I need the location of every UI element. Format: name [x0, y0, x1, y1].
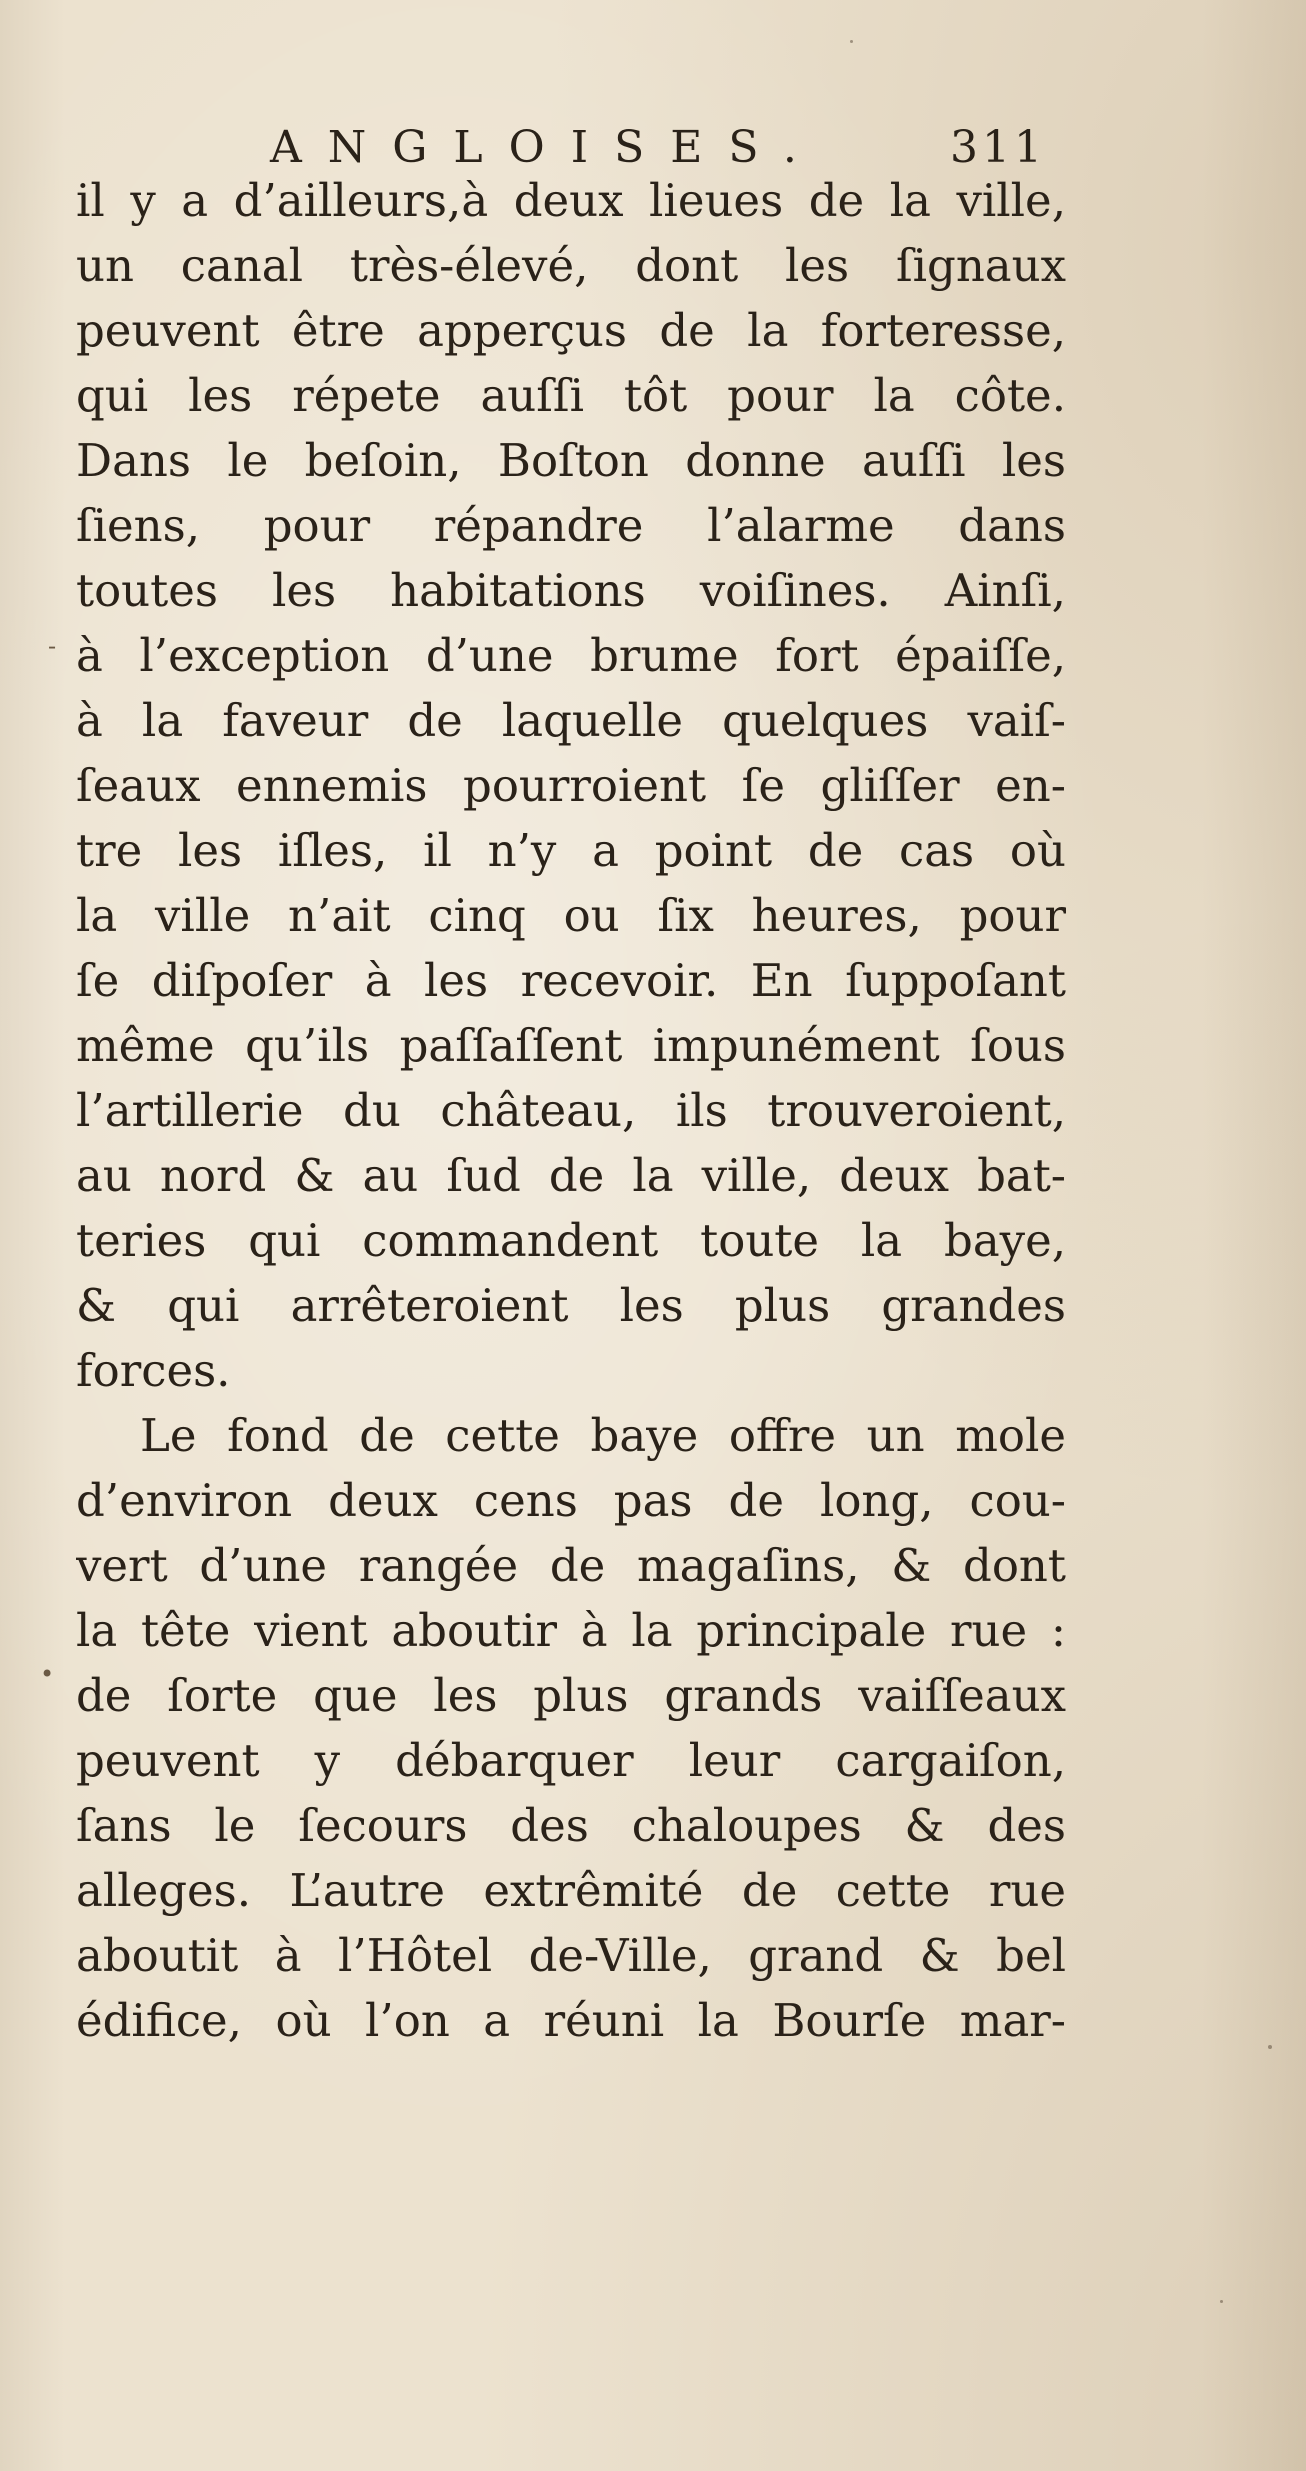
text-line: il y a d’ailleurs,à deux lieues de la ville,	[76, 174, 1066, 227]
text-line: à la faveur de laquelle quelques vaiſ-	[76, 694, 1066, 747]
text-line: Dans le beſoin, Boſton donne auſſi les	[76, 434, 1066, 487]
text-line: peuvent être apperçus de la forteresse,	[76, 304, 1066, 357]
text-line: alleges. L’autre extrêmité de cette rue	[76, 1864, 1066, 1917]
text-line: de ſorte que les plus grands vaiſſeaux	[76, 1669, 1066, 1722]
margin-mark: -	[48, 632, 57, 660]
text-line: qui les répete auſſi tôt pour la côte.	[76, 369, 1066, 422]
text-line: la tête vient aboutir à la principale rue :	[76, 1604, 1066, 1657]
text-line: même qu’ils paſſaſſent impunément ſous	[76, 1019, 1066, 1072]
text-line: un canal très-élevé, dont les ſignaux	[76, 239, 1066, 292]
text-line: tre les iſles, il n’y a point de cas où	[76, 824, 1066, 877]
paragraph-1	[76, 168, 1066, 1403]
text-block	[76, 168, 1066, 2053]
paragraph-2	[76, 1403, 1066, 2053]
text-line: au nord & au ſud de la ville, deux bat-	[76, 1149, 1066, 1202]
paper-speck	[1220, 2300, 1223, 2303]
text-line: à l’exception d’une brume fort épaiſſe,	[76, 629, 1066, 682]
text-line: d’environ deux cens pas de long, cou-	[76, 1474, 1066, 1527]
paper-speck	[1268, 2045, 1272, 2049]
text-line: peuvent y débarquer leur cargaiſon,	[76, 1734, 1066, 1787]
margin-mark: •	[40, 1660, 55, 1688]
text-line: ſeaux ennemis pourroient ſe gliſſer en-	[76, 759, 1066, 812]
text-line: toutes les habitations voiſines. Ainſi,	[76, 564, 1066, 617]
running-title: ANGLOISES.	[270, 122, 823, 173]
text-line: aboutit à l’Hôtel de-Ville, grand & bel	[76, 1929, 1066, 1982]
text-line: ſans le ſecours des chaloupes & des	[76, 1799, 1066, 1852]
text-line: Le fond de cette baye offre un mole	[140, 1409, 1066, 1462]
text-line: vert d’une rangée de magaſins, & dont	[76, 1539, 1066, 1592]
page-number: 311	[950, 122, 1046, 173]
paper-speck	[850, 40, 853, 43]
text-line: forces.	[76, 1344, 231, 1397]
text-line: ſiens, pour répandre l’alarme dans	[76, 499, 1066, 552]
text-line: & qui arrêteroient les plus grandes	[76, 1279, 1066, 1332]
text-line: la ville n’ait cinq ou ſix heures, pour	[76, 889, 1066, 942]
text-line: édifice, où l’on a réuni la Bourſe mar-	[76, 1994, 1066, 2047]
text-line: teries qui commandent toute la baye,	[76, 1214, 1066, 1267]
text-line: ſe diſpoſer à les recevoir. En ſuppoſant	[76, 954, 1066, 1007]
text-line: l’artillerie du château, ils trouveroient,	[76, 1084, 1066, 1137]
